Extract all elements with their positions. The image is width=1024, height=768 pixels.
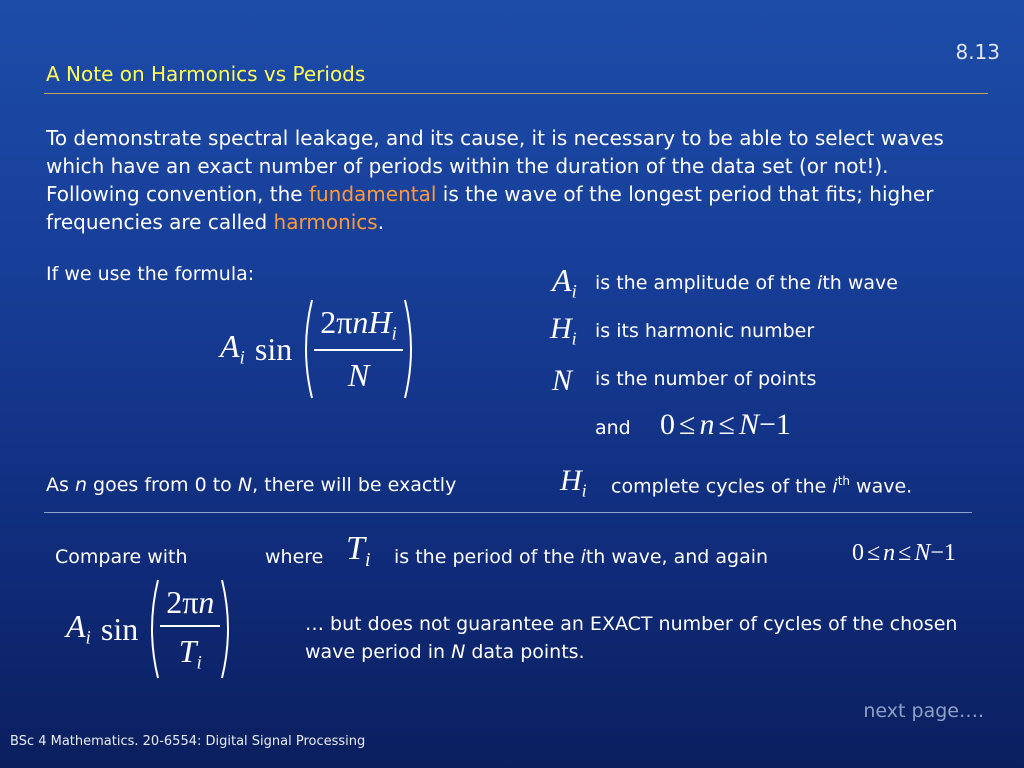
cycles-sentence-end: complete cycles of the $i^{th}$ wave.: [611, 474, 913, 498]
section-divider: [44, 512, 972, 513]
def-symbol-amplitude: $A_i$: [552, 262, 577, 303]
compare-where: where: [265, 546, 324, 568]
period-symbol: $T_i$: [346, 530, 371, 572]
title-divider: [44, 93, 988, 94]
cycles-harmonic-symbol: $H_i$: [560, 464, 587, 501]
harmonic-formula: [220, 296, 419, 402]
period-description: is the period of the ith wave, and again: [394, 546, 769, 568]
formula1-fraction: $\frac{2\pi nH_i}{N}$: [314, 304, 403, 395]
period-formula: [66, 576, 236, 682]
caveat-text: … but does not guarantee an EXACT number of cycles of the chosen wave period in N data points.: [305, 613, 958, 663]
next-page-link[interactable]: next page….: [863, 700, 984, 722]
intro-text-1: To demonstrate spectral leakage, and its cause, it is necessary to be able to select waves which have an exact number of periods within the duration of the data set (or not!). Following convention, the: [46, 126, 944, 206]
formula1-right-paren: [403, 296, 419, 402]
formula2-fraction: $\frac{2\pi n}{T_i}$: [160, 584, 220, 675]
range-and: and: [595, 417, 631, 439]
slide-number: 8.13: [955, 40, 1000, 64]
def-points: is the number of points: [595, 368, 817, 390]
formula1-sin: sin: [254, 330, 293, 367]
formula1-amplitude: $A_i$: [220, 328, 245, 369]
intro-text-2: is the wave of the longest period that fits; higher frequencies are called: [46, 182, 934, 234]
def-harmonic: is its harmonic number: [595, 320, 815, 342]
cycles-sentence-start: As n goes from 0 to N, there will be exactly: [46, 474, 457, 496]
footer-text: BSc 4 Mathematics. 20-6554: Digital Signal Processing: [10, 734, 366, 749]
range-inequality: 0 ≤ n ≤ N−1: [660, 408, 791, 441]
formula2-right-paren: [220, 576, 236, 682]
intro-text-3: .: [377, 210, 385, 234]
term-fundamental: fundamental: [308, 182, 437, 206]
formula2-amplitude: $A_i$: [66, 608, 91, 649]
intro-paragraph: [46, 124, 946, 236]
compare-label: Compare with: [55, 546, 188, 568]
formula2-left-paren: [144, 576, 160, 682]
def-symbol-points: N: [552, 364, 573, 397]
formula1-left-paren: [298, 296, 314, 402]
def-amplitude: is the amplitude of the ith wave: [595, 272, 898, 294]
term-harmonics: harmonics: [273, 210, 378, 234]
compare-inequality: 0 ≤ n ≤ N−1: [852, 540, 956, 566]
formula-intro: If we use the formula:: [46, 263, 255, 285]
slide-title: A Note on Harmonics vs Periods: [46, 62, 366, 86]
def-symbol-harmonic: $H_i$: [550, 312, 577, 349]
formula2-sin: sin: [100, 610, 139, 647]
